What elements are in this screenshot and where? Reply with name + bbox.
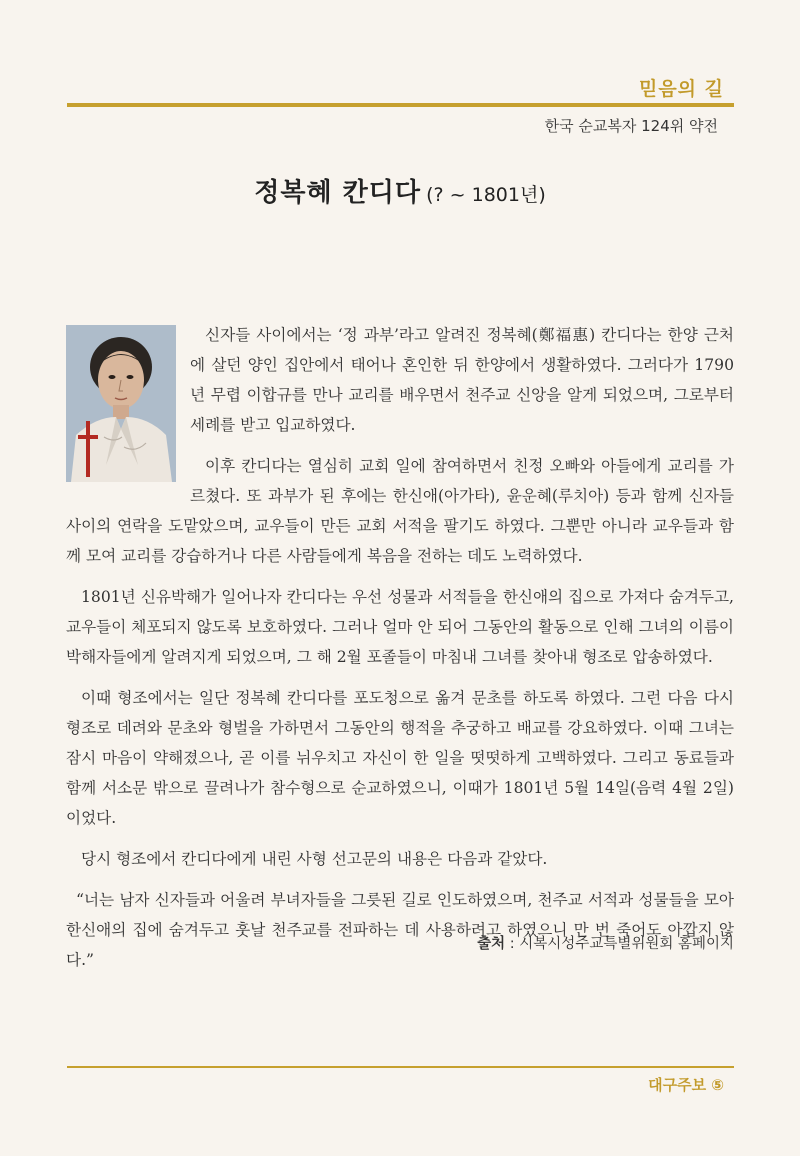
section-title: 믿음의 길 (638, 78, 724, 100)
article-body (66, 320, 734, 986)
paragraph: 이때 형조에서는 일단 정복혜 칸디다를 포도청으로 옮겨 문초를 하도록 하였다. 그런 다음 다시 형조로 데려와 문초와 형벌을 가하면서 그동안의 행적을 추궁하고 배교를 강요하였다. 이때 그녀는 잠시 마음이 약해졌으나, 곧 이를 뉘우치고 자신이 한 일을 떳떳하게 고백하였다. 그리고 동료들과 함께 서소문 밖으로 끌려나가 참수형으로 순교하였으니, 이때가 1801년 5월 14일(음력 4월 2일)이었다. (66, 689, 734, 827)
paragraph: 이후 칸디다는 열심히 교회 일에 참여하면서 친정 오빠와 아들에게 교리를 가르쳤다. 또 과부가 된 후에는 한신애(아가타), 윤운혜(루치아) 등과 함께 신자들 사이의 연락을 도맡았으며, 교우들이 만든 교회 서적을 팔기도 하였다. 그뿐만 아니라 교우들과 함께 모여 교리를 강습하거나 다른 사람들에게 복음을 전하는 데도 노력하였다. (66, 457, 734, 565)
source-citation (477, 932, 734, 953)
source-label: 출처 (477, 936, 506, 952)
footer-publication: 대구주보 ⑤ (648, 1076, 724, 1094)
portrait-spacer (66, 320, 190, 482)
page-title (0, 172, 800, 209)
paragraph: 당시 형조에서 칸디다에게 내린 사형 선고문의 내용은 다음과 같았다. (81, 850, 548, 868)
paragraph: 신자들 사이에서는 ‘정 과부’라고 알려진 정복혜(鄭福惠) 칸디다는 한양 근처에 살던 양인 집안에서 태어나 혼인한 뒤 한양에서 생활하였다. 그러다가 1790년 무렵 이합규를 만나 교리를 배우면서 천주교 신앙을 알게 되었으며, 그로부터 세례를 받고 입교하였다. (190, 326, 734, 434)
series-subtitle: 한국 순교복자 124위 약전 (544, 117, 718, 135)
paragraph: 1801년 신유박해가 일어나자 칸디다는 우선 성물과 서적들을 한신애의 집으로 가져다 숨겨두고, 교우들이 체포되지 않도록 보호하였다. 그러나 얼마 안 되어 그동안의 활동으로 인해 그녀의 이름이 박해자들에게 알려지게 되었으며, 그 해 2월 포졸들이 마침내 그녀를 찾아내 형조로 압송하였다. (66, 588, 734, 666)
source-separator: : (505, 936, 520, 952)
footer-divider (67, 1066, 734, 1068)
title-dates: (? ~ 1801년) (426, 184, 546, 206)
source-text: 시복시성주교특별위원회 홈페이지 (519, 936, 734, 952)
title-name: 정복혜 칸디다 (254, 178, 422, 208)
header-divider (67, 103, 734, 107)
sentence-quote: “너는 남자 신자들과 어울려 부녀자들을 그릇된 길로 인도하였으며, 천주교 서적과 성물들을 모아 한신애의 집에 숨겨두고 훗날 천주교를 전파하는 데 사용하려고 하였으니 만 번 죽어도 아깝지 않다.” (66, 891, 734, 969)
